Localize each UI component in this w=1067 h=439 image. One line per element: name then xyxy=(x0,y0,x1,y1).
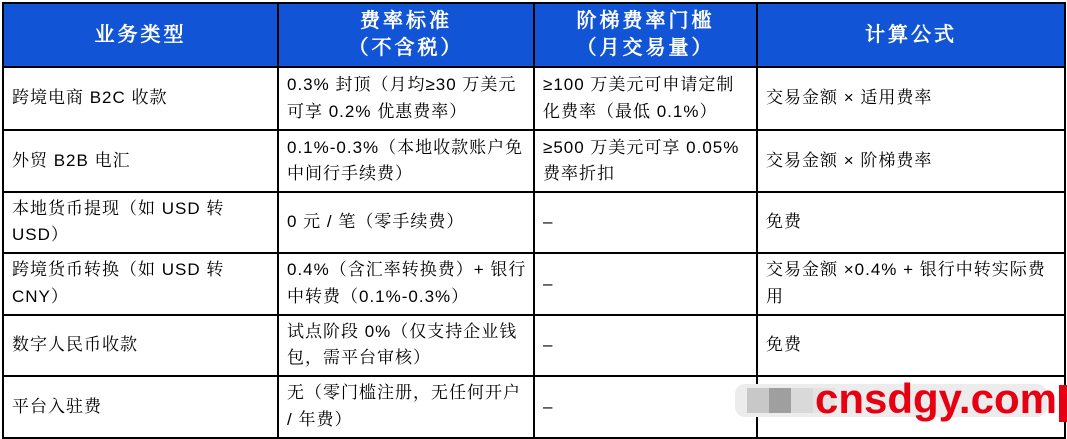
business-type-cell: 跨境电商 B2C 收款 xyxy=(3,67,278,130)
threshold-cell: – xyxy=(534,192,757,253)
header-label-line1: 阶梯费率门槛 xyxy=(576,10,715,32)
formula-cell: 交易金额 × 适用费率 xyxy=(757,67,1065,130)
rate-cell: 无（零门槛注册，无任何开户 / 年费） xyxy=(278,376,534,438)
rate-cell: 0.4%（含汇率转换费）+ 银行中转费（0.1%-0.3%） xyxy=(278,253,534,315)
rate-cell: 0.1%-0.3%（本地收款账户免中间行手续费） xyxy=(278,130,534,192)
threshold-cell: – xyxy=(534,315,757,376)
table-row xyxy=(3,67,1065,130)
header-label: 业务类型 xyxy=(94,23,187,46)
business-type-cell: 外贸 B2B 电汇 xyxy=(3,130,278,192)
formula-cell: 交易金额 × 阶梯费率 xyxy=(757,130,1065,192)
header-label: 计算公式 xyxy=(865,23,957,46)
mosaic-block xyxy=(791,388,813,413)
formula-cell: 免费 xyxy=(757,315,1065,376)
business-type-cell: 数字人民币收款 xyxy=(3,315,278,376)
col-header-rate-standard xyxy=(278,3,534,67)
business-type-cell: 平台入驻费 xyxy=(3,376,278,438)
rate-cell: 0.3% 封顶（月均≥30 万美元可享 0.2% 优惠费率） xyxy=(278,67,534,130)
threshold-cell: – xyxy=(534,253,757,315)
header-row xyxy=(3,3,1065,67)
business-type-cell: 本地货币提现（如 USD 转 USD） xyxy=(3,192,278,253)
table-row xyxy=(3,253,1065,315)
fee-rate-table xyxy=(2,2,1066,439)
business-type-cell: 跨境货币转换（如 USD 转 CNY） xyxy=(3,253,278,315)
threshold-cell: – xyxy=(534,376,757,438)
table-row xyxy=(3,315,1065,376)
formula-cell: 交易金额 ×0.4% + 银行中转实际费用 xyxy=(757,253,1065,315)
rate-cell: 0 元 / 笔（零手续费） xyxy=(278,192,534,253)
watermark-edge-fragment xyxy=(1059,385,1067,422)
col-header-formula xyxy=(757,3,1065,67)
watermark-text: cnsdgy.com xyxy=(815,375,1057,422)
rate-cell: 试点阶段 0%（仅支持企业钱包，需平台审核） xyxy=(278,315,534,376)
formula-cell: 免费 xyxy=(757,192,1065,253)
table-row xyxy=(3,130,1065,192)
threshold-cell: ≥100 万美元可申请定制化费率（最低 0.1%） xyxy=(534,67,757,130)
table-row xyxy=(3,192,1065,253)
mosaic-block xyxy=(747,388,769,413)
header-label-line2: （不含税） xyxy=(348,37,464,59)
col-header-business-type xyxy=(3,3,278,67)
header-label-line2: （月交易量） xyxy=(576,37,715,59)
watermark xyxy=(735,375,1057,424)
header-label-line1: 费率标准 xyxy=(360,10,452,32)
mosaic-block xyxy=(769,388,791,413)
threshold-cell: ≥500 万美元可享 0.05% 费率折扣 xyxy=(534,130,757,192)
col-header-tier-threshold xyxy=(534,3,757,67)
